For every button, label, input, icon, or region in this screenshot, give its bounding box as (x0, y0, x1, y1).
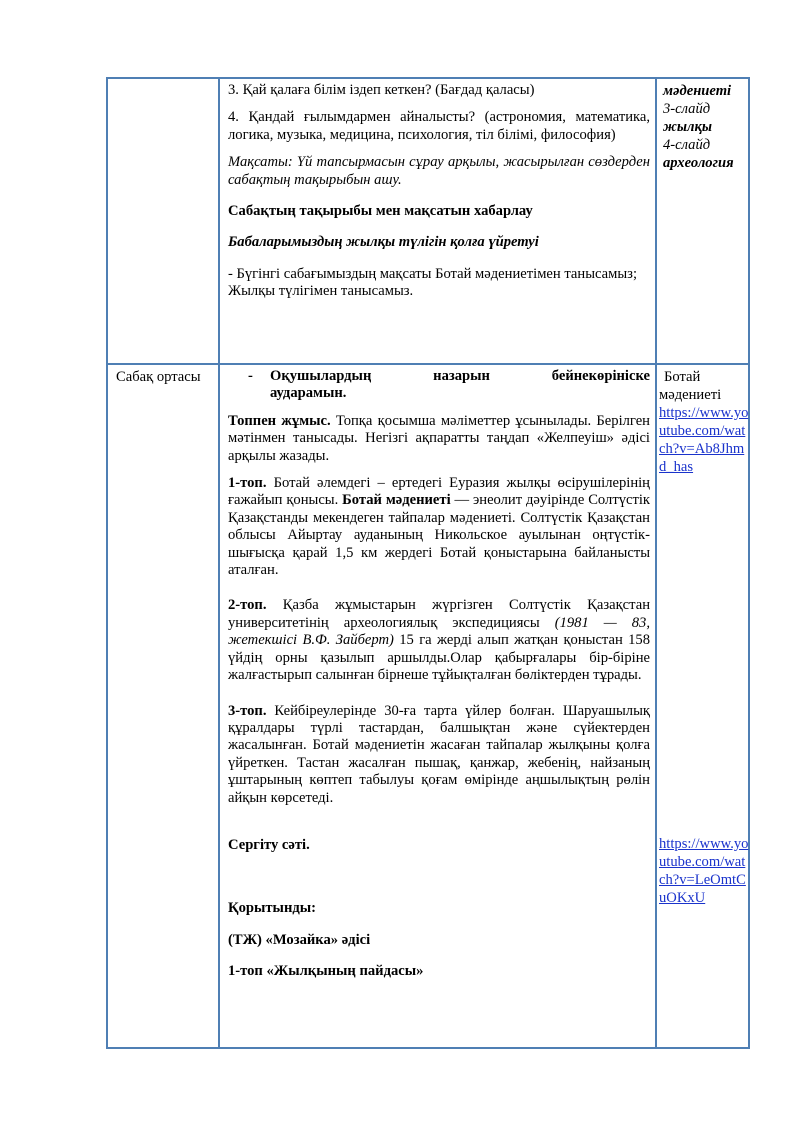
group-2-text-cont: 15 га жерді алып жатқан қоныстан 158 үйдің орны қазылып аршылды.Олар қабырғалары бір-біріне жалғастырып салынған бірнеше тұйықталған бөліктерден тұрады. (228, 632, 651, 684)
expedition-dates: (1981 — 83, жетекшісі В.Ф. Зайберт) (228, 614, 650, 649)
today-goal: - Бүгінгі сабағымыздың мақсаты Ботай мәдениетімен танысамыз; (228, 265, 638, 282)
question-3: 3. Қай қалаға білім іздеп кеткен? (Бағдад қаласы) (228, 82, 535, 98)
middle-row-main-cell (228, 368, 650, 991)
group-1-paragraph (228, 475, 650, 579)
group-3-text: Кейбіреулерінде 30-ға тарта үйлер болған. Шаруашылық құралдары түрлі тастардан, балшықтан және сүйектерден жасалынған. Ботай мәдениетін жасаған тайпалар жылқыны қолға үйреткен. Тастан жасалған пышақ, қанжар, жебенің, найзаның ұштарының көптеп табылуы қоғам өмірінде аңшылықтың рөлін айқын көрсетеді. (228, 702, 650, 806)
slide-4-label: 4-слайд (663, 137, 711, 153)
group-2-text: Қазба жұмыстарын жүргізген Солтүстік Қазақстан университетінің археологиялық экспедициясы (228, 597, 650, 631)
group-work-paragraph (228, 413, 650, 465)
group-1-label: 1-топ. (228, 475, 267, 492)
refresh-moment: Сергіту сәті. (228, 836, 310, 853)
group-3-label: 3-топ. (228, 702, 267, 719)
lesson-topic: Бабаларымыздың жылқы түлігін қолға үйретуі (228, 234, 539, 251)
lesson-plan-table (106, 77, 750, 1049)
group-work-label: Топпен жұмыс. (228, 412, 331, 429)
question-4: 4. Қандай ғылымдармен айналысты? (астрономия, математика, логика, музыка, медицина, психология, тіл білімі, философия) (228, 109, 650, 143)
keyword-madeniet: мәдениеті (663, 83, 732, 99)
madeniet-label: мәдениеті (659, 387, 722, 403)
video-heading: - Оқушылардың назарын бейнекөрініске аударамын. (248, 368, 650, 402)
video-heading-line2: аударамын. (270, 385, 347, 402)
stage-label: Сабақ ортасы (116, 369, 201, 385)
middle-row-resources-cell (659, 368, 749, 906)
mosaic-method: (ТЖ) «Мозайка» әдісі (228, 931, 371, 948)
video-heading-line1: Оқушылардың назарын бейнекөрініске (270, 368, 650, 384)
youtube-link-2[interactable]: https://www.youtube.com/watch?v=LeOmtCuOKxU (659, 836, 749, 906)
group-1-benefit: 1-топ «Жылқының пайдасы» (228, 963, 424, 980)
aim-text: Мақсаты: Үй тапсырмасын сұрау арқылы, жасырылған сөздерден сабақтың тақырыбын ашу. (228, 154, 650, 188)
top-row-main-cell (228, 82, 650, 311)
group-1-text: Ботай әлемдегі – ертедегі Еуразия жылқы өсірушілерінің ғажайып қонысы. (228, 475, 650, 509)
group-1-text-cont: — энеолит дәуірінде Солтүстік Қазақстанды мекендеген тайпалар мәдениеті. Солтүстік Қазақстан облысы Айыртау ауданының Никольское ауылынан оңтүстік-шығысқа қарай 1,5 км жердегі Ботай қоныстарына байланысты аталған. (228, 492, 650, 579)
youtube-link-1[interactable]: https://www.youtube.com/watch?v=Ab8Jhmd_has (659, 405, 749, 475)
keyword-zhylky: жылқы (663, 119, 713, 135)
slide-3-label: 3-слайд (663, 101, 711, 117)
column-divider (655, 79, 657, 1047)
botai-culture-term: Ботай мәдениеті (342, 492, 451, 509)
acquaint-text: Жылқы түлігімен танысамыз. (228, 283, 414, 300)
group-3-paragraph (228, 703, 650, 807)
group-2-paragraph (228, 597, 650, 684)
column-divider (218, 79, 220, 1047)
group-work-text: Топқа қосымша мәліметтер ұсынылады. Берілген мәтінмен танысады. Негізгі ақпаратты таңдап «Желпеуіш» әдісі арқылы жазады. (228, 412, 650, 464)
botai-label: Ботай (664, 369, 701, 385)
announce-heading: Сабақтың тақырыбы мен мақсатын хабарлау (228, 203, 533, 220)
row-divider (108, 363, 748, 365)
keyword-archaeology: археология (663, 155, 734, 171)
conclusion-heading: Қорытынды: (228, 900, 316, 917)
group-2-label: 2-топ. (228, 597, 267, 614)
top-row-resources-cell (663, 82, 749, 172)
